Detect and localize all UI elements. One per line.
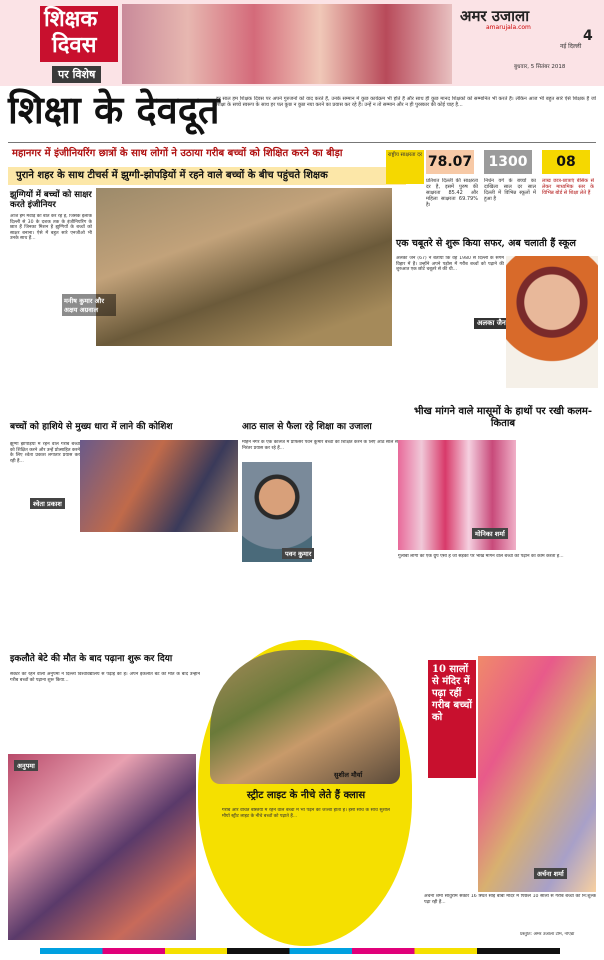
story3-caption xyxy=(80,536,238,646)
story2-body: अलका जैन (67) ने बताया कि वह 1980 से दिल्ली के संगम विहार में हैं। उन्होंने अपने पड़ोस में गरीब बच्चों को पढ़ाने की शुरुआत एक छोटे चबूतरे से की थी... xyxy=(396,256,504,273)
stat-value-3: 08 xyxy=(542,150,590,174)
paper-site: amarujala.com xyxy=(486,24,531,31)
story3-name: श्वेता प्रकाश xyxy=(30,498,65,509)
story8-name: अर्चना शर्मा xyxy=(534,868,567,879)
story5-name: मोनिका शर्मा xyxy=(472,528,508,539)
divider xyxy=(8,142,596,143)
story6-photo xyxy=(8,754,196,940)
story2-name: अलका जैन xyxy=(474,318,509,329)
story1-caption-text xyxy=(96,350,392,390)
masthead-children-photo xyxy=(122,4,452,84)
story6-name: अनुपमा xyxy=(14,760,38,771)
story6-body: सेक्टर की रहने वाली अनुपमा ने दिल्ली विश्वविद्यालय से पढ़ाई की है। अपने इकलौते बेटे की मौत के बाद उन्होंने गरीब बच्चों को पढ़ाना शुरू किया... xyxy=(10,672,200,683)
story1-body: आज हम मेवाड़ की बात कर रहे हैं, जिसके इलाके दिल्ली से 30 के दशक तक के इंजीनियरिंग के छात्र हैं जिनका मिशन है झुग्गियों के बच्चों को साक्षर बनाना। ऐसे में बहुत सारे एनजीओ भी उनके साथ हैं... xyxy=(10,214,92,242)
story4-headline: आठ साल से फैला रहे शिक्षा का उजाला xyxy=(242,422,372,432)
footer-credit: प्रस्तुति: अमर उजाला टीम, नोएडा xyxy=(520,932,575,937)
story1-caption-names: मनीष कुमार और अक्षय अग्रवाल xyxy=(62,294,116,316)
stat-value-1: 78.07 xyxy=(426,150,474,174)
masthead-title-line2: दिवस xyxy=(52,32,97,58)
masthead-title-line1: शिक्षक xyxy=(44,6,98,32)
city: नई दिल्ली xyxy=(560,43,582,50)
masthead-special: पर विशेष xyxy=(52,66,101,83)
stat-text-1: प्रतिशत दिल्ली की साक्षरता दर है, इसमें पुरुष की साक्षरता 85.42 और महिला साक्षरता 69.79% है। xyxy=(426,178,478,208)
stat-value-2: 1300 xyxy=(484,150,532,174)
stats-label: राष्ट्रीय साक्षरता दर xyxy=(386,150,424,184)
story7-photo xyxy=(210,650,400,784)
story5-side xyxy=(520,440,596,550)
story3-headline: बच्चों को हाशिये से मुख्य धारा में लाने की कोशिश xyxy=(10,422,173,432)
story4-photo xyxy=(242,462,312,562)
story1-headline: झुग्गियों में बच्चों को साक्षर करते इंजीनियर xyxy=(10,190,92,210)
intro-text: हर साल हम शिक्षक दिवस पर अपने गुरुजनों को याद करते हैं, उनके सम्मान में कुछ कार्यक्रम भी होते हैं और साथ ही कुछ मानद शिक्षकों को सम्मानित भी करते हैं। लेकिन आज भी बहुत सारे ऐसे शिक्षक हैं जो शिक्षा के सच्चे स्वरूप के साथ हर पल कुछ न कुछ नया करने का प्रयास कर रहे हैं। उन्हें न तो सम्मान और न ही पुरस्कार की कोई चाह है... xyxy=(216,96,596,109)
page-number: 4 xyxy=(583,28,593,44)
main-banner: पुराने शहर के साथ टीचर्स में झुग्गी-झोपड़ियों में रहने वाले बच्चों के बीच पहुंचते शिक्षक xyxy=(8,167,406,185)
story7-headline: स्ट्रीट लाइट के नीचे लेते हैं क्लास xyxy=(246,790,366,801)
paper-logo: अमर उजाला xyxy=(460,7,530,25)
story6-headline: इकलौते बेटे की मौत के बाद पढ़ाना शुरू कर दिया xyxy=(10,654,173,664)
story2-headline: एक चबूतरे से शुरू किया सफर, अब चलाती हैं स्कूल xyxy=(396,238,576,249)
stat-text-2: निर्धन वर्ग के बच्चों का दाखिला साल दर साल दिल्ली में विभिन्न स्कूलों में हुआ है xyxy=(484,178,536,202)
story8-photo xyxy=(478,656,596,892)
date: बुधवार, 5 सितंबर 2018 xyxy=(514,64,566,70)
story7-name: सुशील मौर्या xyxy=(334,771,363,779)
color-bar xyxy=(40,948,560,954)
stat-text-3: लाख छात्र-छात्राएं बेसिक से लेकर माध्यमिक स्तर के विभिन्न बोर्ड से शिक्षा लेते हैं xyxy=(542,178,594,196)
masthead xyxy=(0,0,604,86)
story7-body: गरीब और वंचित बस्तियों में रहने वाले बच्चों में भी पढ़ने का जज्बा होता है। इसी सोच के साथ सुशील मौर्या स्ट्रीट लाइट के नीचे बच्चों को पढ़ाते हैं... xyxy=(222,808,390,819)
story4-name: पवन कुमार xyxy=(282,548,314,559)
page-title: शिक्षा के देवदूत xyxy=(8,87,220,132)
story3-photo xyxy=(80,440,238,532)
story4-body: मोहन नगर के एक कॉलेज में प्रोफेसर पवन कुमार बच्चों को शिक्षित करने के लिए आठ साल से निरंतर प्रयास कर रहे हैं... xyxy=(242,440,398,451)
story8-body: अर्चना शर्मा साधुराम सेक्टर 16 स्थित सांई बाबा मंदिर में पिछले 10 सालों से गरीब बच्चों को नि:शुल्क पढ़ा रही हैं... xyxy=(424,894,596,905)
story2-photo xyxy=(506,256,598,388)
story8-box: 10 सालों से मंदिर में पढ़ा रहीं गरीब बच्चों को xyxy=(428,660,476,778)
story3-body: झुग्गी झोपड़ियों में रहने वाले गरीब बच्चों को शिक्षित करने और उन्हें प्रोत्साहित करने के लिए श्वेता प्रकाश लगातार प्रयास कर रही हैं... xyxy=(10,442,80,464)
stats-box xyxy=(426,148,596,234)
story1-photo xyxy=(96,188,392,346)
main-kicker: महानगर में इंजीनियरिंग छात्रों के साथ लोगों ने उठाया गरीब बच्चों को शिक्षित करने का बीड़ा xyxy=(12,148,343,159)
story5-headline: भीख मांगने वाले मासूमों के हाथों पर रखी कलम-किताब xyxy=(414,406,593,429)
story5-body: गुलाबी लोगों का एक ग्रुप ऐसा है जो सड़कों पर भीख मांगने वाले बच्चों को पढ़ाने का काम करता है... xyxy=(398,554,564,559)
